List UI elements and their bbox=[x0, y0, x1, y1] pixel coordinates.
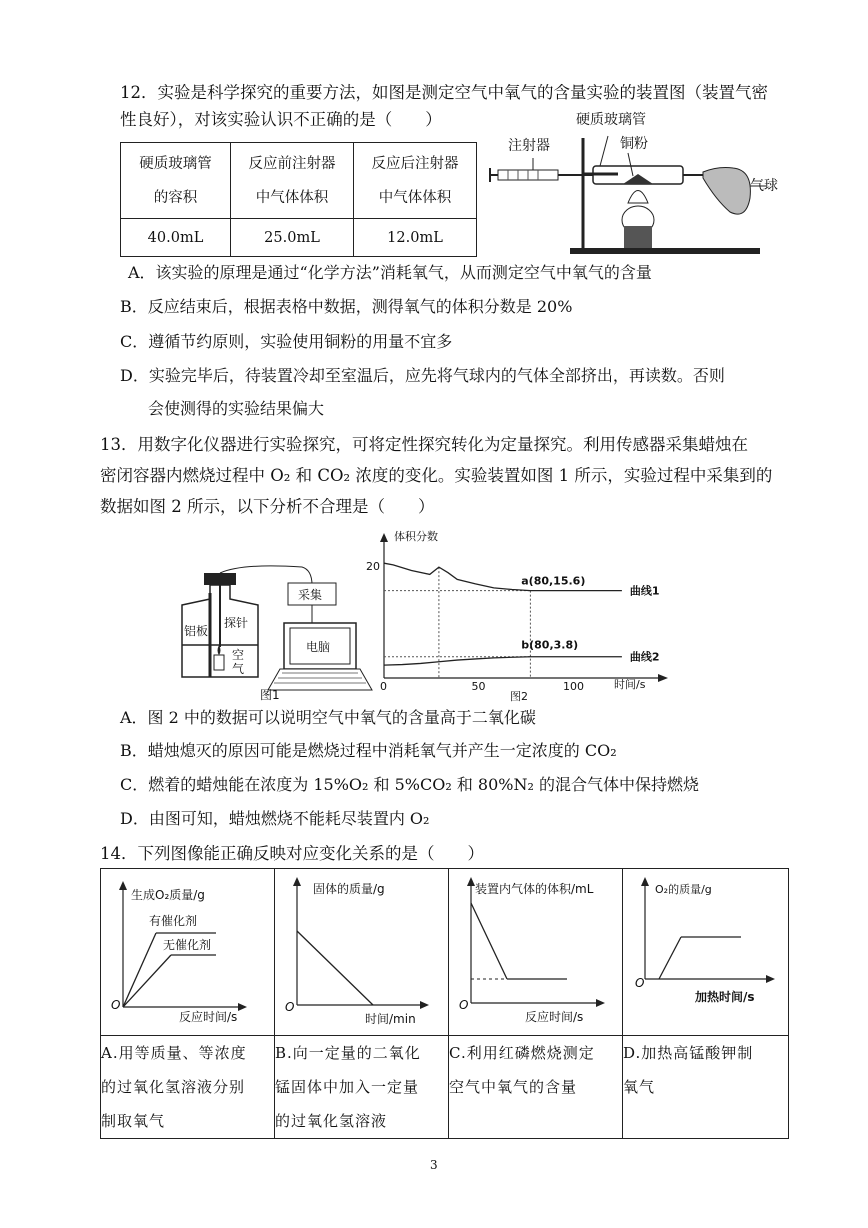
q13-stem-line1: 13．用数字化仪器进行实验探究，可将定性探究转化为定量探究。利用传感器采集蜡烛在 bbox=[100, 435, 748, 454]
q12-option-c: C．遵循节约原则，实验使用铜粉的用量不宜多 bbox=[120, 332, 453, 351]
q14-caption-d: D.加热高锰酸钾制 氧气 bbox=[623, 1036, 789, 1139]
fig2-caption: 图2 bbox=[510, 690, 528, 703]
q14-graph-c-cell bbox=[449, 869, 623, 1036]
label-balloon: 气球 bbox=[750, 178, 778, 194]
fig1-label-collect: 采集 bbox=[298, 588, 323, 602]
series-label: 曲线1 bbox=[629, 584, 660, 598]
q12-option-b: B．反应结束后，根据表格中数据，测得氧气的体积分数是 20% bbox=[120, 297, 573, 316]
series-line-2 bbox=[384, 657, 622, 665]
q12-table-header: 硬质玻璃管 的容积 bbox=[121, 143, 231, 219]
q12-option-a: A．该实验的原理是通过“化学方法”消耗氧气，从而测定空气中氧气的含量 bbox=[128, 263, 652, 282]
graph-a-origin: O bbox=[111, 998, 121, 1012]
q13-fig1-apparatus bbox=[172, 565, 382, 703]
graph-d-origin: O bbox=[635, 976, 645, 990]
q14-graph-d bbox=[623, 869, 788, 1031]
fig1-label-air: 空 bbox=[232, 648, 245, 662]
q12-table-cell: 40.0mL bbox=[121, 219, 231, 257]
q13-option-a: A．图 2 中的数据可以说明空气中氧气的含量高于二氧化碳 bbox=[120, 708, 536, 727]
q14-caption-c: C.利用红磷燃烧测定 空气中氧气的含量 bbox=[449, 1036, 623, 1139]
fig1-caption: 图1 bbox=[260, 688, 280, 702]
x-axis-label: 时间/s bbox=[614, 678, 646, 691]
series-line-1 bbox=[384, 563, 622, 590]
q13-option-d: D．由图可知，蜡烛燃烧不能耗尽装置内 O₂ bbox=[120, 809, 430, 828]
graph-b-origin: O bbox=[285, 1000, 295, 1014]
q12-apparatus-figure bbox=[488, 108, 788, 260]
fig1-label-air: 气 bbox=[232, 662, 245, 676]
q12-table-cell: 12.0mL bbox=[354, 219, 477, 257]
x-tick-label: 100 bbox=[563, 680, 584, 693]
q12-option-d: D．实验完毕后，待装置冷却至室温后，应先将气球内的气体全部挤出，再读数。否则 bbox=[120, 366, 725, 385]
q12-stem-line1: 12．实验是科学探究的重要方法，如图是测定空气中氧气的含量实验的装置图（装置气密 bbox=[120, 83, 768, 102]
label-tube: 硬质玻璃管 bbox=[576, 112, 646, 128]
q14-graph-c bbox=[449, 869, 622, 1031]
q14-graph-table bbox=[100, 868, 789, 1139]
q14-stem: 14．下列图像能正确反映对应变化关系的是（ ） bbox=[100, 844, 484, 863]
y-tick-label: 20 bbox=[366, 560, 380, 573]
graph-c-ylabel: 装置内气体的体积/mL bbox=[475, 882, 594, 896]
q12-table-header: 反应前注射器 中气体体积 bbox=[231, 143, 354, 219]
x-tick-label: 50 bbox=[471, 680, 486, 693]
graph-d-xlabel: 加热时间/s bbox=[695, 990, 755, 1004]
series-label: 曲线2 bbox=[629, 650, 660, 664]
fig1-label-al-plate: 铝板 bbox=[184, 624, 209, 638]
q12-table-cell: 25.0mL bbox=[231, 219, 354, 257]
y-axis-label: 体积分数 bbox=[394, 530, 438, 543]
graph-b-ylabel: 固体的质量/g bbox=[313, 882, 385, 896]
q14-graph-a bbox=[101, 869, 274, 1031]
label-copper: 铜粉 bbox=[620, 136, 648, 152]
graph-c-origin: O bbox=[459, 998, 469, 1012]
q12-table-header: 反应后注射器 中气体体积 bbox=[354, 143, 477, 219]
page-number: 3 bbox=[430, 1158, 438, 1172]
q13-stem-line3: 数据如图 2 所示，以下分析不合理是（ ） bbox=[100, 497, 435, 516]
fig1-label-computer: 电脑 bbox=[306, 640, 331, 654]
q14-graph-d-cell bbox=[623, 869, 789, 1036]
q13-option-b: B．蜡烛熄灭的原因可能是燃烧过程中消耗氧气并产生一定浓度的 CO₂ bbox=[120, 741, 617, 760]
label-syringe: 注射器 bbox=[508, 138, 550, 154]
annotation-a: a(80,15.6) bbox=[521, 574, 586, 588]
q14-graph-b-cell bbox=[275, 869, 449, 1036]
graph-b-xlabel: 时间/min bbox=[365, 1012, 416, 1026]
q12-stem-line2: 性良好），对该实验认识不正确的是（ ） bbox=[120, 110, 442, 129]
fig1-label-probe: 探针 bbox=[224, 616, 249, 630]
graph-a-xlabel: 反应时间/s bbox=[179, 1010, 238, 1024]
graph-a-ylabel: 生成O₂质量/g bbox=[131, 888, 205, 902]
q13-option-c: C．燃着的蜡烛能在浓度为 15%O₂ 和 5%CO₂ 和 80%N₂ 的混合气体中保持燃烧 bbox=[120, 775, 699, 794]
q13-stem-line2: 密闭容器内燃烧过程中 O₂ 和 CO₂ 浓度的变化。实验装置如图 1 所示，实验过程中采集到的 bbox=[100, 466, 773, 485]
graph-d-ylabel: O₂的质量/g bbox=[655, 883, 712, 896]
annotation-b: b(80,3.8) bbox=[521, 638, 579, 652]
q14-graph-a-cell bbox=[101, 869, 275, 1036]
q13-fig2-chart bbox=[362, 528, 682, 703]
x-tick-label: 0 bbox=[380, 680, 387, 693]
graph-c-xlabel: 反应时间/s bbox=[525, 1010, 584, 1024]
q12-option-d-cont: 会使测得的实验结果偏大 bbox=[148, 399, 325, 418]
graph-a-label-no-catalyst: 无催化剂 bbox=[163, 938, 212, 952]
q12-data-table bbox=[120, 142, 477, 257]
q14-graph-b bbox=[275, 869, 448, 1031]
q14-caption-b: B.向一定量的二氧化 锰固体中加入一定量 的过氧化氢溶液 bbox=[275, 1036, 449, 1139]
graph-a-label-catalyst: 有催化剂 bbox=[149, 914, 198, 928]
q14-caption-a: A.用等质量、等浓度 的过氧化氢溶液分别 制取氧气 bbox=[101, 1036, 275, 1139]
